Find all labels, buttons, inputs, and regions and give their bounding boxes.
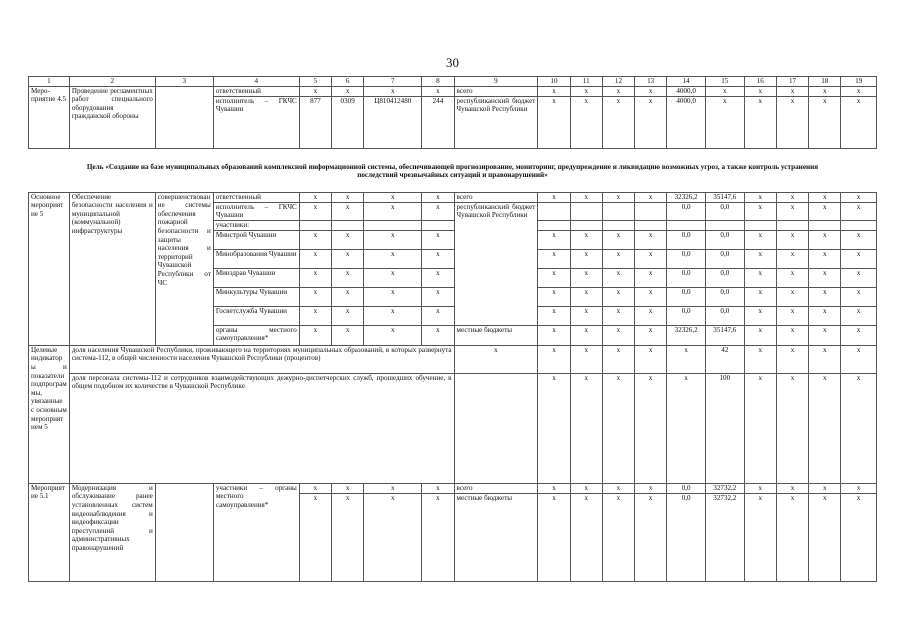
code-cell-5 [299, 220, 331, 230]
measure-name: Модернизация и обслуживание ранее установленных систем видеонаблюдения и видеофиксации преступлений и административных правонарушений [69, 483, 155, 581]
value-cell-13 [635, 220, 667, 230]
value-cell-14: 0,0 [667, 249, 706, 268]
value-cell-18: х [809, 493, 841, 581]
code-cell-8: х [422, 202, 454, 220]
executor-cell: Минкультуры Чувашии [213, 287, 299, 306]
value-cell-10: х [538, 493, 570, 581]
source-cell: республиканский бюджет Чувашской Республики [454, 202, 538, 325]
column-header-13: 13 [635, 77, 667, 87]
code-cell-8: х [422, 287, 454, 306]
value-cell-17: х [776, 483, 808, 493]
column-header-18: 18 [809, 77, 841, 87]
value-cell-10: х [538, 373, 570, 483]
code-cell-8: х [422, 493, 454, 581]
value-cell-15: х [705, 86, 744, 96]
code-cell-5: х [299, 268, 331, 287]
value-cell-17: х [776, 86, 808, 96]
goal-row [29, 148, 877, 192]
code-cell-7: х [364, 230, 422, 249]
value-cell-19: х [841, 483, 877, 493]
value-cell-13: х [635, 230, 667, 249]
value-cell-14: 0,0 [667, 268, 706, 287]
value-cell-14: 4000,0 [667, 86, 706, 96]
value-cell-14: 32326,2 [667, 192, 706, 202]
value-cell-18: х [809, 373, 841, 483]
program-table [28, 76, 877, 582]
code-cell-8 [422, 220, 454, 230]
value-cell-12: х [602, 86, 634, 96]
value-cell-14: 0,0 [667, 493, 706, 581]
executor-cell: Минобразования Чувашии [213, 249, 299, 268]
code-cell-6: х [332, 230, 364, 249]
value-cell-19 [841, 220, 877, 230]
value-cell-18: х [809, 268, 841, 287]
value-cell-10: х [538, 96, 570, 148]
column-header-10: 10 [538, 77, 570, 87]
executor-cell: ответственный [213, 86, 299, 96]
value-cell-15: 35147,6 [705, 325, 744, 345]
code-cell-6: 0309 [332, 96, 364, 148]
value-cell-10: х [538, 287, 570, 306]
column-header-11: 11 [570, 77, 602, 87]
value-cell-13: х [635, 249, 667, 268]
code-cell-8: х [422, 192, 454, 202]
value-cell-10: х [538, 306, 570, 325]
code-cell-7: х [364, 325, 422, 345]
value-cell-17: х [776, 96, 808, 148]
code-cell-8: 244 [422, 96, 454, 148]
code-cell-6: х [332, 268, 364, 287]
value-cell-18: х [809, 202, 841, 220]
source-cell: всего [454, 483, 538, 493]
value-cell-15: 32732,2 [705, 493, 744, 581]
value-cell-19: х [841, 493, 877, 581]
code-cell-5: 877 [299, 96, 331, 148]
value-cell-11 [570, 202, 602, 220]
value-cell-18: х [809, 325, 841, 345]
value-cell-13: х [635, 192, 667, 202]
value-cell-18: х [809, 249, 841, 268]
code-cell-7: Ц810412480 [364, 96, 422, 148]
code-cell-6 [332, 220, 364, 230]
executor-cell: исполнитель – ГКЧС Чувашии [213, 202, 299, 220]
value-cell-15: 0,0 [705, 249, 744, 268]
code-cell-6: х [332, 202, 364, 220]
value-cell-12: х [602, 268, 634, 287]
value-cell-15: 0,0 [705, 202, 744, 220]
table-row [29, 483, 877, 493]
value-cell-12: х [602, 493, 634, 581]
value-cell-17: х [776, 287, 808, 306]
value-cell-13: х [635, 373, 667, 483]
column-header-12: 12 [602, 77, 634, 87]
column-header-14: 14 [667, 77, 706, 87]
value-cell-19: х [841, 192, 877, 202]
value-cell-10: х [538, 345, 570, 373]
value-cell-16: х [744, 268, 776, 287]
value-cell-16: х [744, 483, 776, 493]
value-cell-15: 0,0 [705, 287, 744, 306]
code-cell-8: х [422, 230, 454, 249]
value-cell-18: х [809, 306, 841, 325]
value-cell-16: х [744, 287, 776, 306]
column-header-17: 17 [776, 77, 808, 87]
value-cell-19: х [841, 96, 877, 148]
value-cell-12 [602, 202, 634, 220]
value-cell-15: 0,0 [705, 268, 744, 287]
source-cell: республиканский бюджет Чувашской Республики [454, 96, 538, 148]
header-row [29, 77, 877, 87]
value-cell-11: х [570, 325, 602, 345]
value-cell-12 [602, 220, 634, 230]
table-row [29, 192, 877, 202]
executor-cell: участники – органы местного самоуправления* [213, 483, 299, 581]
value-cell-11: х [570, 287, 602, 306]
executor-cell: участники: [213, 220, 299, 230]
value-cell-12: х [602, 483, 634, 493]
code-cell-8: х [422, 325, 454, 345]
executor-cell: органы местного самоуправления* [213, 325, 299, 345]
column-header-8: 8 [422, 77, 454, 87]
code-cell-7: х [364, 86, 422, 96]
value-cell-10: х [538, 483, 570, 493]
value-cell-19: х [841, 86, 877, 96]
value-cell-18: х [809, 192, 841, 202]
executor-cell: Минстрой Чувашии [213, 230, 299, 249]
value-cell-10: х [538, 325, 570, 345]
column-header-3: 3 [155, 77, 213, 87]
value-cell-11: х [570, 96, 602, 148]
value-cell-11: х [570, 230, 602, 249]
executor-cell: исполнитель – ГКЧС Чувашии [213, 96, 299, 148]
value-cell-16: х [744, 202, 776, 220]
value-cell-14: 0,0 [667, 287, 706, 306]
value-cell-19: х [841, 306, 877, 325]
value-cell-12: х [602, 373, 634, 483]
code-cell-7: х [364, 192, 422, 202]
value-cell-11: х [570, 192, 602, 202]
code-cell-5: х [299, 230, 331, 249]
goal-text: Цель «Создание на базе муниципальных образований комплексной информационной системы, обеспечивающей прогнозирование, мониторинг, предупреждение и ликвидацию возможных угроз, а также контроль устранения последствий чрезвычайных ситуаций и правонарушений» [29, 148, 877, 192]
code-cell-5: х [299, 86, 331, 96]
value-cell-17: х [776, 192, 808, 202]
value-cell-15: 0,0 [705, 230, 744, 249]
code-cell-5: х [299, 249, 331, 268]
code-cell-6: х [332, 493, 364, 581]
code-cell-5: х [299, 202, 331, 220]
table-body [29, 77, 877, 582]
value-cell-15 [705, 220, 744, 230]
value-cell-17 [776, 220, 808, 230]
value-cell-19: х [841, 325, 877, 345]
value-cell-16 [744, 220, 776, 230]
value-cell-14: 4000,0 [667, 96, 706, 148]
value-cell-18: х [809, 96, 841, 148]
value-cell-13: х [635, 306, 667, 325]
measure-target [155, 483, 213, 581]
value-cell-14: 0,0 [667, 306, 706, 325]
value-cell-19: х [841, 268, 877, 287]
value-cell-14: х [667, 345, 706, 373]
value-cell-19: х [841, 287, 877, 306]
value-cell-15: 0,0 [705, 306, 744, 325]
code-cell-6: х [332, 325, 364, 345]
code-cell-7: х [364, 287, 422, 306]
value-cell-19: х [841, 202, 877, 220]
code-cell-8: х [422, 268, 454, 287]
executor-cell: Госветслужба Чувашии [213, 306, 299, 325]
value-cell-13: х [635, 268, 667, 287]
executor-cell: ответственный [213, 192, 299, 202]
value-cell-13: х [635, 287, 667, 306]
measure-target [155, 86, 213, 148]
value-cell-18: х [809, 86, 841, 96]
value-cell-17: х [776, 249, 808, 268]
value-cell-11: х [570, 268, 602, 287]
indicator-text: доля персонала системы-112 и сотрудников взаимодействующих дежурно-диспетчерских служб, прошедших обучение, в общем подобном их количестве в Чувашской Республике [69, 373, 454, 483]
value-cell-9 [454, 373, 538, 483]
value-cell-14 [667, 220, 706, 230]
value-cell-17: х [776, 493, 808, 581]
code-cell-6: х [332, 249, 364, 268]
code-cell-5: х [299, 192, 331, 202]
value-cell-11: х [570, 373, 602, 483]
value-cell-14: 0,0 [667, 202, 706, 220]
code-cell-8: х [422, 86, 454, 96]
table-row [29, 86, 877, 96]
value-cell-14: 0,0 [667, 230, 706, 249]
code-cell-6: х [332, 192, 364, 202]
value-cell-10: х [538, 192, 570, 202]
value-cell-12: х [602, 306, 634, 325]
code-cell-5: х [299, 306, 331, 325]
column-header-2: 2 [69, 77, 155, 87]
code-cell-7 [364, 220, 422, 230]
value-cell-16: х [744, 86, 776, 96]
value-cell-11: х [570, 249, 602, 268]
value-cell-16: х [744, 192, 776, 202]
value-cell-9: х [454, 345, 538, 373]
value-cell-18: х [809, 230, 841, 249]
code-cell-5: х [299, 483, 331, 493]
measure-name: Проведение регламентных работ специального оборудования гражданской обороны [69, 86, 155, 148]
value-cell-12: х [602, 325, 634, 345]
code-cell-6: х [332, 483, 364, 493]
code-cell-5: х [299, 325, 331, 345]
value-cell-12: х [602, 96, 634, 148]
column-header-15: 15 [705, 77, 744, 87]
value-cell-12: х [602, 287, 634, 306]
code-cell-6: х [332, 86, 364, 96]
value-cell-17: х [776, 230, 808, 249]
value-cell-19: х [841, 373, 877, 483]
column-header-4: 4 [213, 77, 299, 87]
code-cell-7: х [364, 483, 422, 493]
indicators-label: Целевые индикаторы и показатели подпрограммы, увязанные с основным мероприятием 5 [29, 345, 70, 483]
value-cell-10: х [538, 86, 570, 96]
measure-label: Меро-приятие 4.5 [29, 86, 70, 148]
value-cell-13: х [635, 86, 667, 96]
value-cell-17: х [776, 268, 808, 287]
source-cell: местные бюджеты [454, 325, 538, 345]
value-cell-18: х [809, 287, 841, 306]
value-cell-14: 32326,2 [667, 325, 706, 345]
main-measure-label: Основное мероприятие 5 [29, 192, 70, 345]
value-cell-17: х [776, 325, 808, 345]
column-header-5: 5 [299, 77, 331, 87]
value-cell-15: 42 [705, 345, 744, 373]
value-cell-16: х [744, 345, 776, 373]
code-cell-7: х [364, 306, 422, 325]
measure-label: Мероприятие 5.1 [29, 483, 70, 581]
code-cell-5: х [299, 287, 331, 306]
value-cell-10: х [538, 249, 570, 268]
value-cell-14: 0,0 [667, 483, 706, 493]
value-cell-16: х [744, 96, 776, 148]
value-cell-14: х [667, 373, 706, 483]
value-cell-11: х [570, 86, 602, 96]
value-cell-16: х [744, 373, 776, 483]
value-cell-16: х [744, 306, 776, 325]
value-cell-17: х [776, 345, 808, 373]
value-cell-15: 32732,2 [705, 483, 744, 493]
code-cell-6: х [332, 287, 364, 306]
value-cell-13: х [635, 345, 667, 373]
value-cell-12: х [602, 230, 634, 249]
column-header-1: 1 [29, 77, 70, 87]
value-cell-10 [538, 220, 570, 230]
value-cell-13: х [635, 493, 667, 581]
value-cell-19: х [841, 345, 877, 373]
value-cell-13: х [635, 325, 667, 345]
value-cell-17: х [776, 202, 808, 220]
value-cell-19: х [841, 230, 877, 249]
column-header-19: 19 [841, 77, 877, 87]
source-cell: местные бюджеты [454, 493, 538, 581]
value-cell-18: х [809, 345, 841, 373]
value-cell-11: х [570, 483, 602, 493]
main-measure-target: совершенствование системы обеспечения пожарной безопасности и защиты населения и территорий Чувашской Республики от ЧС [155, 192, 213, 345]
value-cell-10: х [538, 230, 570, 249]
code-cell-7: х [364, 268, 422, 287]
value-cell-15: 35147,6 [705, 192, 744, 202]
value-cell-12: х [602, 249, 634, 268]
column-header-6: 6 [332, 77, 364, 87]
value-cell-10 [538, 202, 570, 220]
value-cell-18 [809, 220, 841, 230]
column-header-7: 7 [364, 77, 422, 87]
value-cell-16: х [744, 493, 776, 581]
value-cell-10: х [538, 268, 570, 287]
column-header-16: 16 [744, 77, 776, 87]
value-cell-12: х [602, 192, 634, 202]
value-cell-13 [635, 202, 667, 220]
value-cell-17: х [776, 373, 808, 483]
value-cell-18: х [809, 483, 841, 493]
value-cell-16: х [744, 230, 776, 249]
code-cell-7: х [364, 493, 422, 581]
value-cell-13: х [635, 483, 667, 493]
value-cell-15: х [705, 96, 744, 148]
value-cell-11 [570, 220, 602, 230]
value-cell-11: х [570, 345, 602, 373]
column-header-9: 9 [454, 77, 538, 87]
value-cell-11: х [570, 493, 602, 581]
indicator-row [29, 373, 877, 483]
value-cell-12: х [602, 345, 634, 373]
executor-cell: Минздрав Чувашии [213, 268, 299, 287]
indicator-text: доля населения Чувашской Республики, проживающего на территориях муниципальных образований, в которых развернута система-112, в общей численности населения Чувашской Республики (процентов) [69, 345, 454, 373]
source-cell: всего [454, 192, 538, 202]
value-cell-17: х [776, 306, 808, 325]
code-cell-6: х [332, 306, 364, 325]
value-cell-16: х [744, 325, 776, 345]
code-cell-5: х [299, 493, 331, 581]
value-cell-11: х [570, 306, 602, 325]
main-measure-name: Обеспечение безопасности населения и муниципальной (коммунальной) инфраструктуры [69, 192, 155, 345]
code-cell-8: х [422, 249, 454, 268]
code-cell-7: х [364, 202, 422, 220]
code-cell-8: х [422, 483, 454, 493]
code-cell-7: х [364, 249, 422, 268]
value-cell-15: 100 [705, 373, 744, 483]
code-cell-8: х [422, 306, 454, 325]
value-cell-13: х [635, 96, 667, 148]
page-number: 30 [446, 55, 459, 70]
value-cell-16: х [744, 249, 776, 268]
source-cell: всего [454, 86, 538, 96]
value-cell-19: х [841, 249, 877, 268]
indicator-row [29, 345, 877, 373]
